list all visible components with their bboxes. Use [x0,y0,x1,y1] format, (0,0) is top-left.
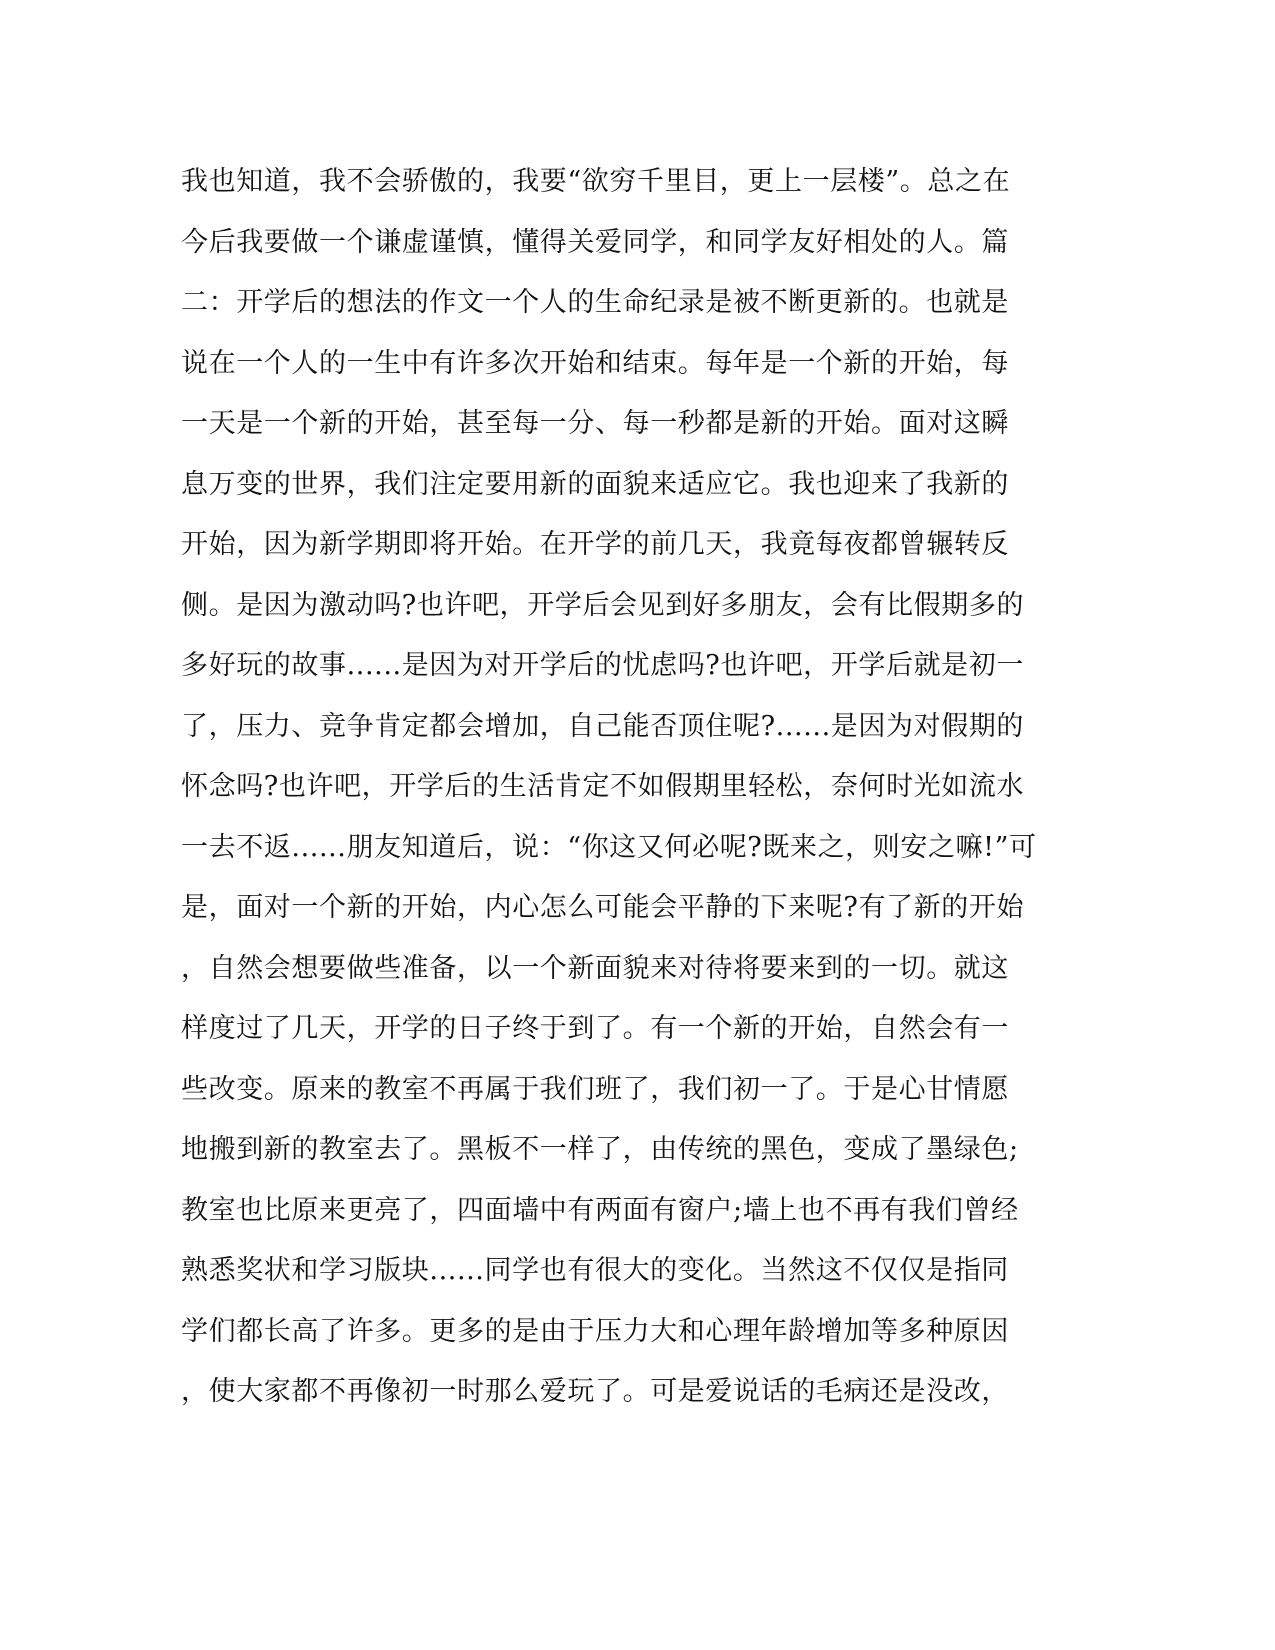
text-line-13: 是，面对一个新的开始，内心怎么可能会平静的下来呢?有了新的开始 [181,892,1025,923]
text-line-4: 说在一个人的一生中有许多次开始和结束。每年是一个新的开始，每 [181,347,1009,379]
text-line-18: 教室也比原来更亮了，四面墙中有两面有窗户;墙上也不再有我们曾经 [181,1194,1019,1226]
text-line-17: 地搬到新的教室去了。黑板不一样了，由传统的黑色，变成了墨绿色; [181,1134,1019,1165]
text-line-16: 些改变。原来的教室不再属于我们班了，我们初一了。于是心甘情愿 [181,1073,1009,1105]
text-line-3: 二：开学后的想法的作文一个人的生命纪录是被不断更新的。也就是 [181,287,1009,318]
text-line-9: 多好玩的故事......是因为对开学后的忧虑吗?也许吧，开学后就是初一 [181,650,1024,681]
text-line-11: 怀念吗?也许吧，开学后的生活肯定不如假期里轻松，奈何时光如流水 [181,771,1025,802]
text-line-7: 开始，因为新学期即将开始。在开学的前几天，我竟每夜都曾辗转反 [181,529,1009,560]
text-line-21: ，使大家都不再像初一时那么爱玩了。可是爱说话的毛病还是没改， [181,1376,1009,1407]
text-line-6: 息万变的世界，我们注定要用新的面貌来适应它。我也迎来了我新的 [181,468,1009,500]
text-line-1: 我也知道，我不会骄傲的，我要“欲穷千里目，更上一层楼”。总之在 [181,166,1011,197]
text-line-20: 学们都长高了许多。更多的是由于压力大和心理年龄增加等多种原因 [181,1315,1009,1347]
text-line-10: 了，压力、竞争肯定都会增加，自己能否顶住呢?......是因为对假期的 [181,710,1024,742]
text-line-2: 今后我要做一个谦虚谨慎，懂得关爱同学，和同学友好相处的人。篇 [181,226,1009,258]
body-text [181,160,1041,1431]
text-line-12: 一去不返......朋友知道后，说：“你这又何必呢?既来之，则安之嘛!”可 [181,831,1037,863]
text-line-8: 侧。是因为激动吗?也许吧，开学后会见到好多朋友，会有比假期多的 [181,589,1025,621]
text-line-15: 样度过了几天，开学的日子终于到了。有一个新的开始，自然会有一 [181,1013,1009,1044]
text-line-5: 一天是一个新的开始，甚至每一分、每一秒都是新的开始。面对这瞬 [181,408,1009,439]
text-line-19: 熟悉奖状和学习版块......同学也有很大的变化。当然这不仅仅是指同 [181,1255,1009,1286]
text-line-14: ，自然会想要做些准备，以一个新面貌来对待将要来到的一切。就这 [181,952,1009,984]
